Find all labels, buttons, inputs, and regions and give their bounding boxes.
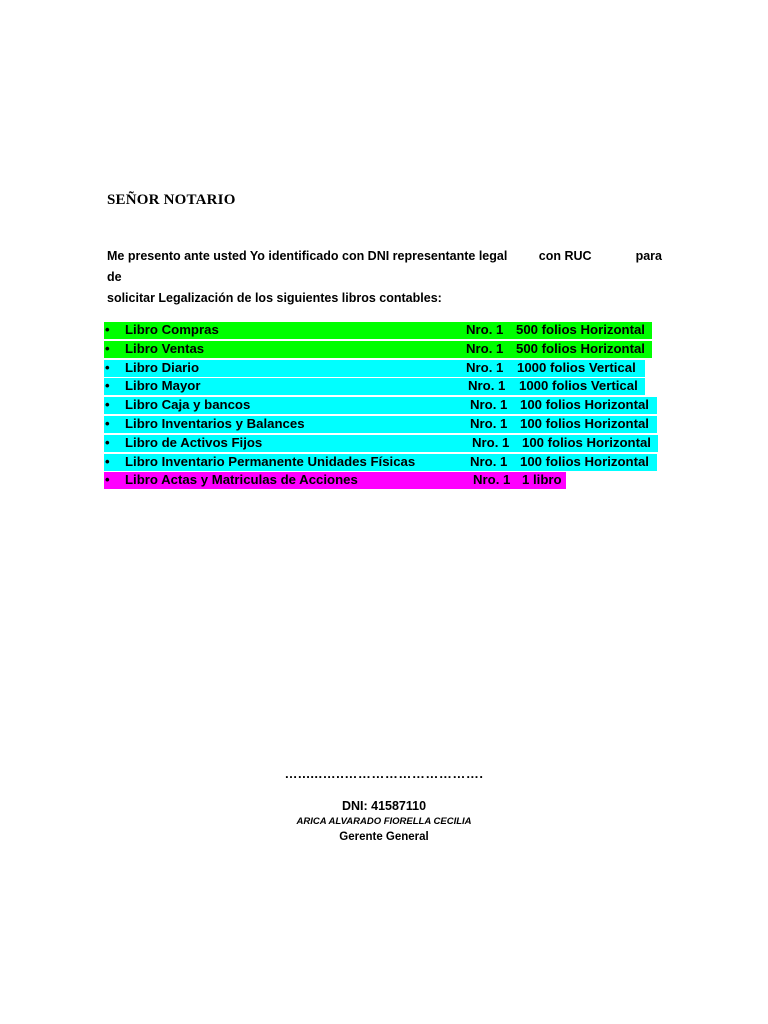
bullet-icon: • bbox=[105, 453, 110, 469]
book-name: Libro Inventarios y Balances bbox=[125, 415, 305, 431]
book-number: Nro. 1 bbox=[473, 472, 511, 488]
book-folios: 500 folios Horizontal bbox=[516, 322, 645, 337]
book-number: Nro. 1 bbox=[470, 397, 508, 413]
book-number: Nro. 1 bbox=[466, 340, 504, 356]
bullet-icon: • bbox=[105, 415, 110, 431]
request-text-ruc: con RUC bbox=[538, 249, 592, 263]
book-number: Nro. 1 bbox=[470, 453, 508, 469]
bullet-icon: • bbox=[105, 378, 110, 394]
signature-line: …......…..…………………………. bbox=[284, 766, 484, 781]
book-name: Libro Compras bbox=[125, 322, 219, 337]
book-folios: 500 folios Horizontal bbox=[516, 340, 645, 356]
bullet-icon: • bbox=[105, 359, 110, 375]
book-name: Libro Mayor bbox=[125, 378, 201, 394]
book-name: Libro Actas y Matriculas de Acciones bbox=[125, 472, 358, 488]
book-number: Nro. 1 bbox=[466, 322, 504, 337]
book-folios: 100 folios Horizontal bbox=[522, 434, 651, 450]
book-folios: 100 folios Horizontal bbox=[520, 397, 649, 413]
bullet-icon: • bbox=[105, 434, 110, 450]
book-folios: 100 folios Horizontal bbox=[520, 453, 649, 469]
request-text-para: para bbox=[635, 249, 662, 263]
bullet-icon: • bbox=[105, 322, 110, 337]
request-text-start: Me presento ante usted Yo identificado con DNI representante legal de bbox=[107, 249, 508, 284]
page-title: SEÑOR NOTARIO bbox=[107, 192, 236, 208]
book-number: Nro. 1 bbox=[466, 359, 504, 375]
bullet-icon: • bbox=[105, 397, 110, 413]
book-name: Libro Diario bbox=[125, 359, 199, 375]
book-folios: 1 libro bbox=[522, 472, 562, 488]
request-paragraph bbox=[107, 246, 662, 309]
book-name: Libro Inventario Permanente Unidades Físicas bbox=[125, 453, 416, 469]
bullet-icon: • bbox=[105, 472, 110, 488]
book-folios: 100 folios Horizontal bbox=[520, 415, 649, 431]
book-name: Libro de Activos Fijos bbox=[125, 434, 263, 450]
signer-role: Gerente General bbox=[339, 831, 429, 843]
book-number: Nro. 1 bbox=[472, 434, 510, 450]
signer-dni: DNI: 41587110 bbox=[341, 799, 427, 813]
bullet-icon: • bbox=[105, 340, 110, 356]
signer-name: ARICA ALVARADO FIORELLA CECILIA bbox=[296, 816, 472, 827]
book-number: Nro. 1 bbox=[470, 415, 508, 431]
request-line-1 bbox=[107, 246, 662, 288]
book-name: Libro Caja y bancos bbox=[125, 397, 251, 413]
request-line-2: solicitar Legalización de los siguientes libros contables: bbox=[107, 291, 442, 305]
book-folios: 1000 folios Vertical bbox=[519, 378, 638, 394]
book-folios: 1000 folios Vertical bbox=[517, 359, 636, 375]
book-number: Nro. 1 bbox=[468, 378, 506, 394]
book-name: Libro Ventas bbox=[125, 340, 205, 356]
